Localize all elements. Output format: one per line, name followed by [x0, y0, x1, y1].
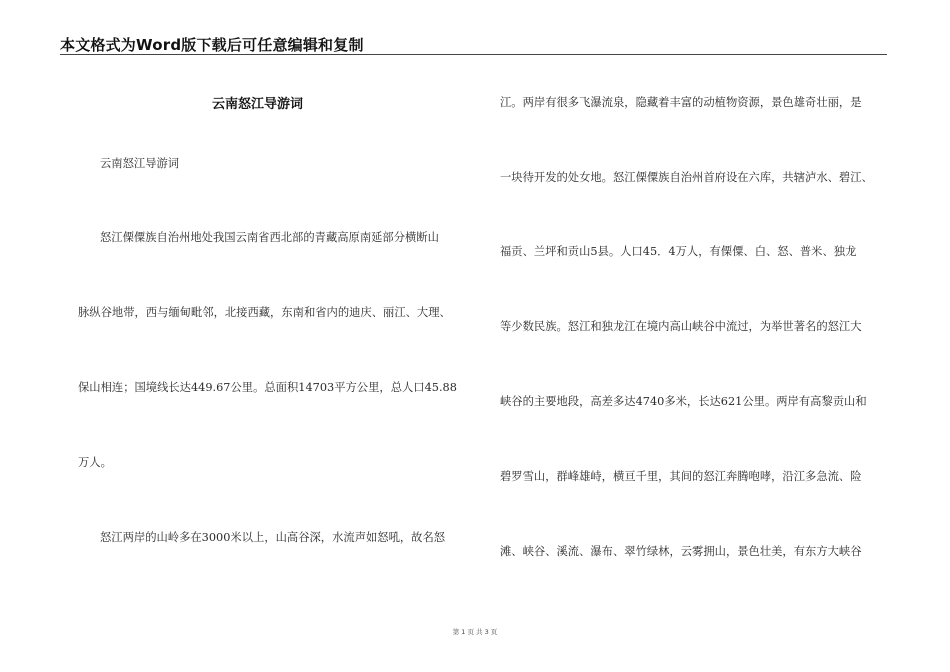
- right-line-5: 峡谷的主要地段，高差多达4740多米，长达621公里。两岸有高黎贡山和: [500, 395, 867, 408]
- right-line-7: 滩、峡谷、溪流、瀑布、翠竹绿林，云雾拥山，景色壮美，有东方大峡谷: [500, 545, 862, 558]
- right-line-4: 等少数民族。怒江和独龙江在境内高山峡谷中流过，为举世著名的怒江大: [500, 320, 862, 333]
- left-line-3: 保山相连；国境线长达449.67公里。总面积14703平方公里，总人口45.88: [78, 381, 457, 394]
- left-line-1: 怒江傈僳族自治州地处我国云南省西北部的青藏高原南延部分横断山: [100, 231, 439, 244]
- document-title: 云南怒江导游词: [212, 97, 304, 112]
- right-line-1: 江。两岸有很多飞瀑流泉，隐藏着丰富的动植物资源，景色雄奇壮丽，是: [500, 96, 862, 109]
- banner-divider: [60, 54, 887, 55]
- right-line-3: 福贡、兰坪和贡山5县。人口45．4万人，有傈僳、白、怒、普米、独龙: [500, 245, 857, 258]
- left-line-2: 脉纵谷地带，西与缅甸毗邻，北接西藏，东南和省内的迪庆、丽江、大理、: [78, 306, 451, 319]
- left-line-4: 万人。: [78, 456, 112, 469]
- right-line-6: 碧罗雪山，群峰雄峙，横亘千里，其间的怒江奔腾咆哮，沿江多急流、险: [500, 470, 862, 483]
- page-number: 第 1 页 共 3 页: [452, 628, 498, 636]
- download-banner: 本文格式为Word版下载后可任意编辑和复制: [60, 36, 364, 54]
- left-line-5: 怒江两岸的山岭多在3000米以上，山高谷深，水流声如怒吼，故名怒: [100, 531, 446, 544]
- left-line-subtitle: 云南怒江导游词: [100, 157, 180, 170]
- right-line-2: 一块待开发的处女地。怒江傈僳族自治州首府设在六库，共辖泸水、碧江、: [500, 171, 873, 184]
